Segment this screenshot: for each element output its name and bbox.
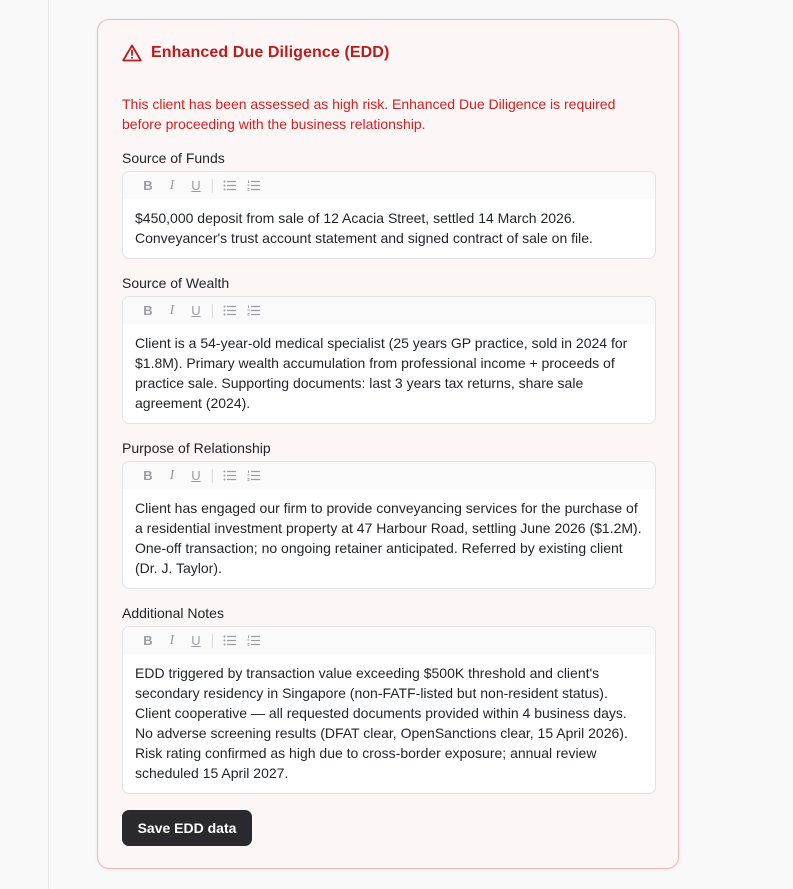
editor-toolbar [123, 172, 655, 199]
additional-notes-label: Additional Notes [122, 605, 224, 621]
italic-button[interactable]: I [169, 302, 175, 318]
source-of-wealth-text[interactable]: Client is a 54-year-old medical specialist (25 years GP practice, sold in 2024 for $1.8M). Primary wealth accumulation from professional income + proceeds of practice sale. Supporting documents: last 3 years tax returns, share sale agreement (2024). [135, 335, 628, 411]
purpose-of-relationship-text[interactable]: Client has engaged our firm to provide conveyancing services for the purchase of a residential investment property at 47 Harbour Road, settling June 2026 ($1.2M). One-off transaction; no ongoing retainer anticipated. Referred by existing client (Dr. J. Taylor). [135, 500, 642, 576]
editor-toolbar [123, 627, 655, 654]
underline-button[interactable]: U [191, 633, 201, 648]
toolbar-divider [212, 304, 213, 318]
underline-button[interactable]: U [191, 468, 201, 483]
italic-button[interactable]: I [169, 177, 175, 193]
purpose-of-relationship-editor[interactable] [122, 461, 656, 589]
bullet-list-icon[interactable] [217, 631, 241, 651]
numbered-list-icon[interactable] [241, 631, 265, 651]
save-edd-button[interactable]: Save EDD data [122, 810, 252, 846]
sidebar-divider [48, 0, 49, 889]
underline-button[interactable]: U [191, 178, 201, 193]
numbered-list-icon[interactable] [241, 466, 265, 486]
bold-button[interactable]: B [143, 633, 153, 648]
numbered-list-icon[interactable] [241, 301, 265, 321]
italic-button[interactable]: I [169, 632, 175, 648]
toolbar-divider [212, 634, 213, 648]
bold-button[interactable]: B [143, 468, 153, 483]
additional-notes-editor[interactable] [122, 626, 656, 794]
purpose-of-relationship-label: Purpose of Relationship [122, 440, 271, 456]
additional-notes-text[interactable]: EDD triggered by transaction value exceeding $500K threshold and client's secondary residency in Singapore (non-FATF-listed but non-resident status). Client cooperative — all requested documents provided within 4 business days. No adverse screening results (DFAT clear, OpenSanctions clear, 15 April 2026). Risk rating confirmed as high due to cross-border exposure; annual review scheduled 15 April 2027. [135, 665, 628, 781]
numbered-list-icon[interactable] [241, 176, 265, 196]
italic-button[interactable]: I [169, 467, 175, 483]
bullet-list-icon[interactable] [217, 301, 241, 321]
source-of-funds-editor[interactable] [122, 171, 656, 259]
source-of-wealth-label: Source of Wealth [122, 275, 230, 291]
bullet-list-icon[interactable] [217, 176, 241, 196]
high-risk-alert: This client has been assessed as high risk. Enhanced Due Diligence is required before proceeding with the business relationship. [122, 96, 616, 132]
edd-title: Enhanced Due Diligence (EDD) [151, 44, 390, 61]
toolbar-divider [212, 469, 213, 483]
edd-header [122, 44, 389, 62]
toolbar-divider [212, 179, 213, 193]
edd-card [97, 19, 679, 869]
editor-toolbar [123, 297, 655, 324]
bold-button[interactable]: B [143, 178, 153, 193]
editor-toolbar [123, 462, 655, 489]
source-of-funds-label: Source of Funds [122, 150, 225, 166]
bullet-list-icon[interactable] [217, 466, 241, 486]
bold-button[interactable]: B [143, 303, 153, 318]
source-of-funds-text[interactable]: $450,000 deposit from sale of 12 Acacia Street, settled 14 March 2026. Conveyancer's trust account statement and signed contract of sale on file. [135, 210, 593, 246]
warning-triangle-icon [122, 44, 142, 62]
underline-button[interactable]: U [191, 303, 201, 318]
source-of-wealth-editor[interactable] [122, 296, 656, 424]
